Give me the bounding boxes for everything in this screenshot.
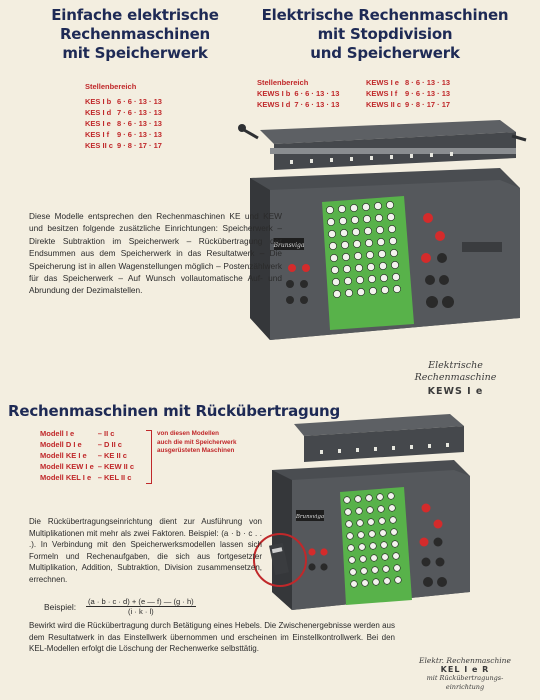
models-note: von diesen Modellen auch die mit Speicherwerk ausgerüsteten Maschinen xyxy=(157,430,237,454)
model-row xyxy=(40,472,138,483)
heading-simple-machines: Einfache elektrische Rechenmaschinen mit Speicherwerk xyxy=(51,6,219,62)
model-row xyxy=(366,77,454,88)
paragraph-lever: Bewirkt wird die Rückübertragung durch Betätigung eines Hebels. Die Zwischenergebnisse werden aus dem Resultatwerk in das Einstellwerk übernommen und erscheinen im Einstellkontrollwerk. Bei den KEL-Modellen erfolgt die Löschung der Rechenwerke selbsttätig. xyxy=(29,621,395,654)
paragraph-features: Diese Modelle entsprechen den Rechenmaschinen KE und KEW und besitzen folgende zusätzliche Einrichtungen: Speicherwerk – Direkte Subtraktion im Speicherwerk – Rückübertragung der Endsummen aus dem Speicherwerk in das Resultatwerk – Die Speicherung ist in allen Wagenstellungen möglich – Postenzählwerk für das Speicherwerk – Auf Wunsch vollautomatische Auf- und Abrundung der Dezimalstellen. xyxy=(29,211,282,296)
model-cell: KES I e xyxy=(85,119,111,128)
model-row xyxy=(257,99,343,110)
heading-stopdivision-machines: Elektrische Rechenmaschinen mit Stopdivision und Speicherwerk xyxy=(261,6,509,62)
kews-model-list xyxy=(257,77,343,110)
model-cell: – II c xyxy=(97,429,115,438)
svg-text:Brunsviga: Brunsviga xyxy=(273,242,305,249)
model-cell: – KEW II c xyxy=(97,462,135,471)
model-row xyxy=(85,96,166,107)
model-row xyxy=(366,88,454,99)
model-row xyxy=(85,107,166,118)
model-cell: 7 · 6 · 13 · 13 xyxy=(294,100,340,109)
model-cell: KES I d xyxy=(85,108,112,117)
model-cell: – KE II c xyxy=(97,451,127,460)
model-cell: KEWS I e xyxy=(366,78,399,87)
svg-text:Brunsviga: Brunsviga xyxy=(295,514,325,520)
model-row xyxy=(85,140,166,151)
model-cell: – D II c xyxy=(97,440,122,449)
model-cell: 9 · 8 · 17 · 17 xyxy=(405,100,451,109)
kews-model-list-right xyxy=(366,77,454,110)
model-cell: Modell KE I e xyxy=(40,451,87,460)
rueck-model-list xyxy=(40,428,138,483)
paragraph-rueckuebertragung: Die Rückübertragungseinrichtung dient zur Ausführung von Multiplikationen mit mehr als zwei Faktoren. Beispiel: (a · b · c . . .). In Verbindung mit den Speicherwerksmodellen lassen sich Formeln und Rechenaufgaben, die sich aus fortgesetzter Multiplikation, Addition, Subtraktion, Division zusammensetzen, errechnen. xyxy=(29,517,262,584)
model-cell: 7 · 6 · 13 · 13 xyxy=(116,108,162,117)
range-label: Stellenbereich xyxy=(85,82,137,91)
model-cell: 8 · 6 · 13 · 13 xyxy=(116,119,162,128)
model-cell: Modell KEL I e xyxy=(40,473,92,482)
caption-model: KEL I e R xyxy=(440,665,490,674)
model-row xyxy=(40,439,138,450)
model-cell: 6 · 6 · 13 · 13 xyxy=(116,97,162,106)
model-row xyxy=(366,99,454,110)
model-cell: KES I f xyxy=(85,130,110,139)
heading-rueckuebertragung: Rechenmaschinen mit Rückübertragung xyxy=(8,402,341,420)
model-cell: 9 · 6 · 13 · 13 xyxy=(405,89,451,98)
model-row xyxy=(40,428,138,439)
example-label: Beispiel: xyxy=(44,602,77,612)
model-cell: 9 · 8 · 17 · 17 xyxy=(116,141,162,150)
kes-model-list xyxy=(85,81,166,151)
model-row xyxy=(40,450,138,461)
caption-kews: Elektrische Rechenmaschine KEWS I e xyxy=(414,360,497,397)
model-cell: Modell D I e xyxy=(40,440,82,449)
model-cell: 6 · 6 · 13 · 13 xyxy=(294,89,340,98)
model-cell: KEWS II c xyxy=(366,100,402,109)
model-row xyxy=(85,118,166,129)
model-cell: KEWS I d xyxy=(257,100,291,109)
model-cell: KES I b xyxy=(85,97,112,106)
model-cell: 8 · 6 · 13 · 13 xyxy=(405,78,451,87)
model-row xyxy=(40,461,138,472)
model-cell: Modell I e xyxy=(40,429,75,438)
model-cell: 9 · 6 · 13 · 13 xyxy=(116,130,162,139)
model-cell: – KEL II c xyxy=(97,473,132,482)
model-cell: Modell KEW I e xyxy=(40,462,94,471)
model-cell: KES II c xyxy=(85,141,113,150)
example-formula xyxy=(86,597,196,616)
model-row xyxy=(85,129,166,140)
formula-denominator: (i · k · l) xyxy=(127,607,154,616)
model-row xyxy=(257,88,343,99)
model-bracket xyxy=(146,430,152,484)
formula-numerator: (a · b · c · d) + (e — f) — (g · h) xyxy=(88,597,194,606)
model-cell: KEWS I b xyxy=(257,89,291,98)
range-label: Stellenbereich xyxy=(257,78,309,87)
caption-kel: Elektr. Rechenmaschine KEL I e R mit Rückübertragungs- einrichtung xyxy=(419,656,511,691)
model-cell: KEWS I f xyxy=(366,89,398,98)
caption-model: KEWS I e xyxy=(427,386,484,397)
